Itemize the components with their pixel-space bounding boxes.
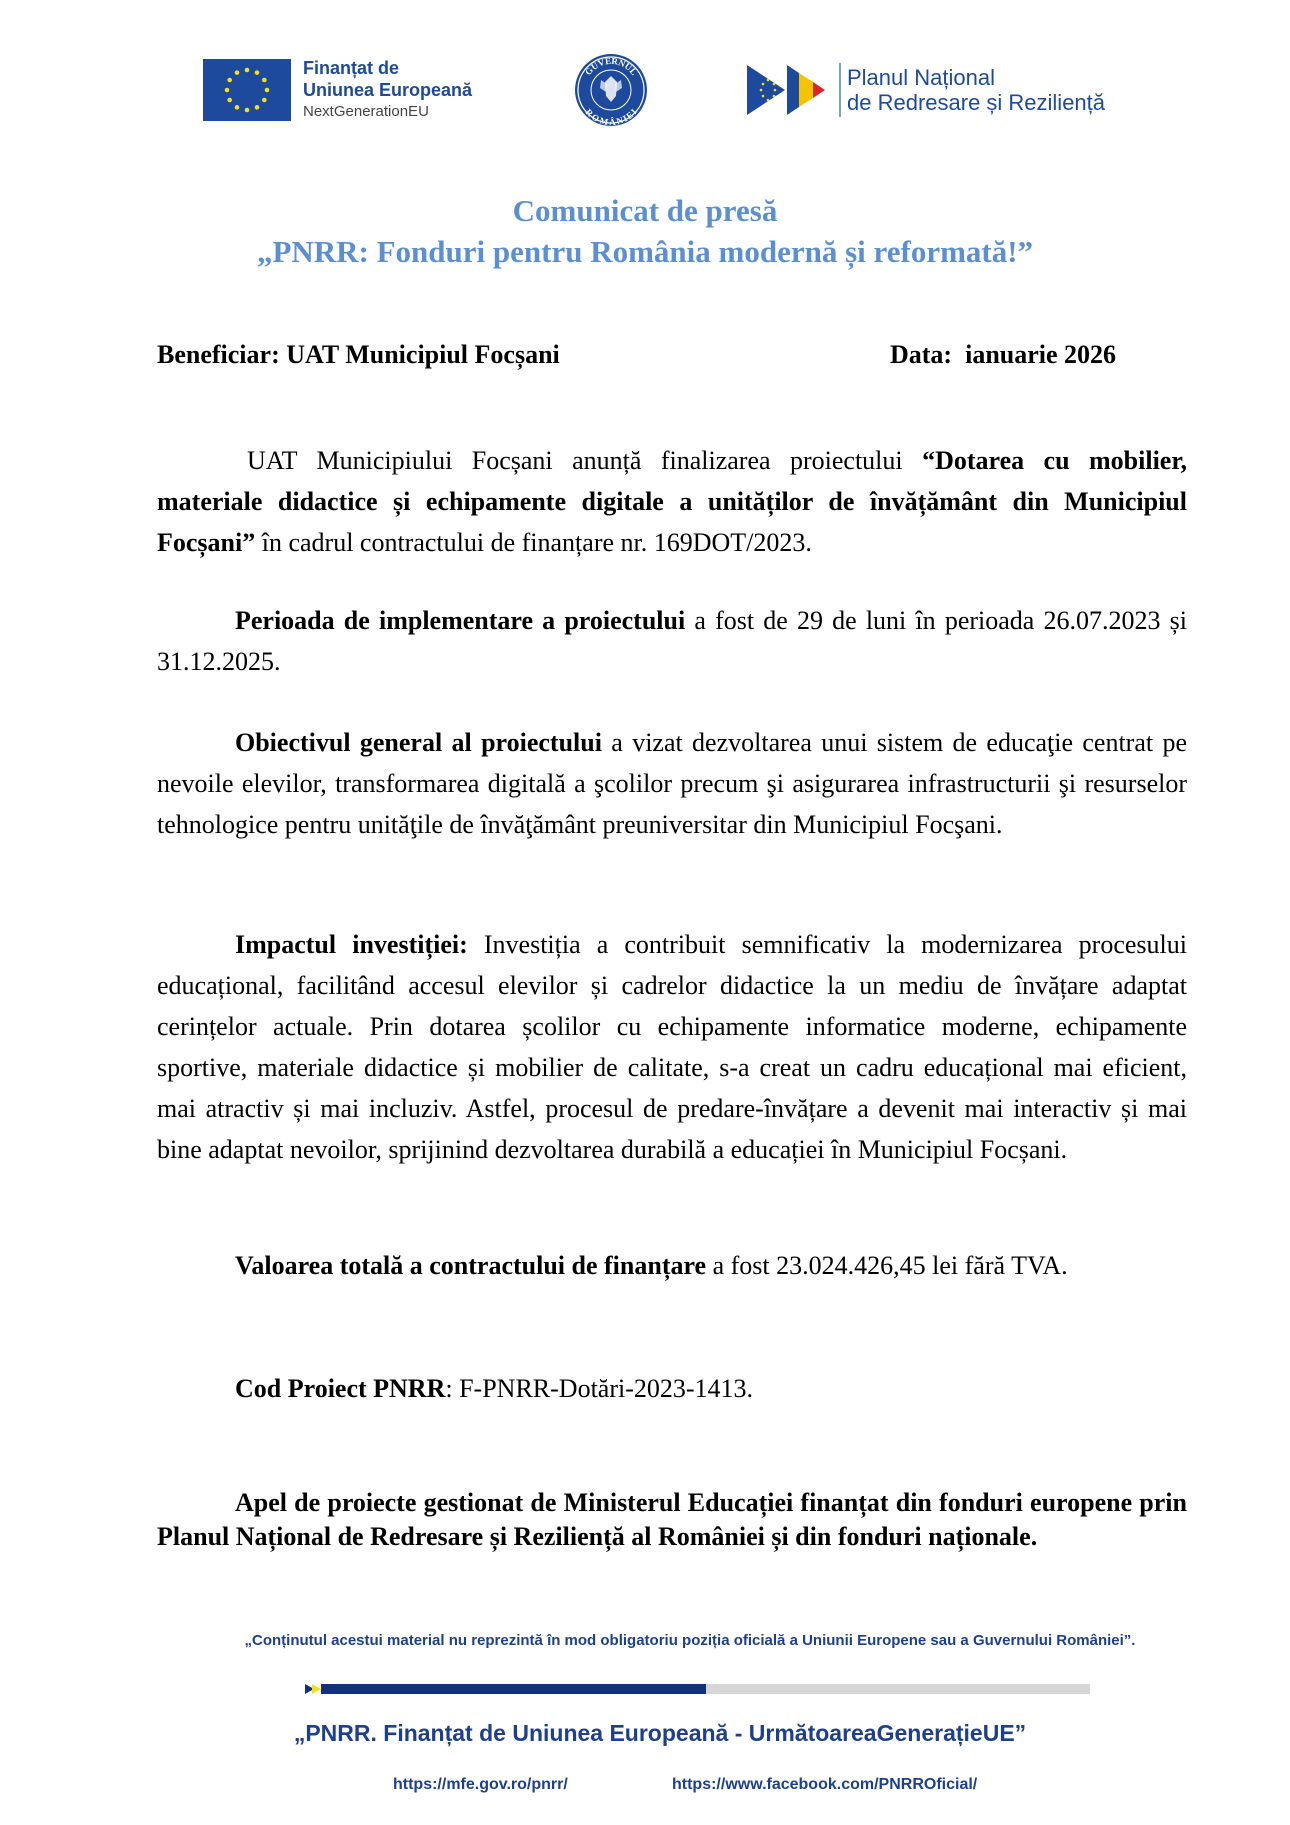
- disclaimer: „Conținutul acestui material nu reprezintă în mod obligatoriu poziția oficială a Uniunii Europene sau a Guvernului României”.: [244, 1632, 1136, 1649]
- link-mfe-pnrr[interactable]: https://mfe.gov.ro/pnrr/: [393, 1776, 568, 1793]
- eu-logo-line2: Uniunea Europeană: [303, 80, 473, 100]
- eu-star-icon: [255, 105, 260, 110]
- pnrr-arrows-icon: [747, 62, 837, 118]
- pnrr-logo-line2: de Redresare și Reziliență: [847, 90, 1106, 115]
- total-value-label: Valoarea totală a contractului de finanțare: [235, 1251, 707, 1280]
- romanian-government-seal-icon: [573, 52, 649, 128]
- eu-funding-logo: [203, 57, 472, 123]
- project-name: “Dotarea cu mobilier, materiale didactice și echipamente digitale a unităților de învățământ din Municipiul Focșani”: [157, 446, 1187, 557]
- footer-bar-fill: [321, 1684, 706, 1694]
- paragraph-announcement: [157, 440, 1187, 563]
- eu-logo-line3: NextGenerationEU: [303, 103, 429, 120]
- footer-arrow-yellow-icon: [312, 1684, 321, 1694]
- release-date: Data: ianuarie 2026: [890, 340, 1117, 369]
- project-code-text: : F-PNRR-Dotări-2023-1413.: [445, 1374, 754, 1403]
- announcement-text: UAT Municipiului Focșani anunță finalizarea proiectului: [247, 446, 923, 475]
- call-for-projects-text: Apel de proiecte gestionat de Ministerul Educației finanțat din fonduri europene prin Planul Național de Redresare și Reziliență al României și din fonduri naționale.: [157, 1488, 1187, 1551]
- impact-text: Investiția a contribuit semnificativ la modernizarea procesului educațional, facilitând accesul elevilor și cadrelor didactice la un mediu de învățare adaptat cerințelor actuale. Prin dotarea școlilor cu echipamente informatice moderne, echipamente sportive, materiale didactice și mobilier de calitate, s-a creat un cadru educațional mai eficient, mai atractiv și mai incluziv. Astfel, procesul de predare-învățare a devenit mai interactiv și mai bine adaptat nevoilor, sprijinind dezvoltarea durabilă a educației în Municipiul Focșani.: [157, 930, 1187, 1164]
- footer-bar-track: [321, 1684, 1090, 1694]
- eu-star-icon: [262, 98, 267, 103]
- paragraph-objective: [157, 722, 1187, 845]
- eu-star-icon: [235, 70, 240, 75]
- header-logos: [0, 52, 1290, 132]
- paragraph-project-code: [157, 1368, 1187, 1409]
- gov-seal-bottom-text: ROMÂNIEI: [583, 106, 639, 128]
- footer-slogan: „PNRR. Finanțat de Uniunea Europeană - UrmătoareaGenerațieUE”: [293, 1720, 1027, 1746]
- title-line2: „PNRR: Fonduri pentru România modernă și reformată!”: [256, 234, 1034, 269]
- paragraph-impact: [157, 924, 1187, 1170]
- paragraph-call-for-projects: [157, 1486, 1187, 1554]
- press-release-title: [0, 190, 1290, 272]
- pnrr-logo-line1: Planul Național: [847, 65, 995, 90]
- contract-text: în cadrul contractului de finanțare nr. 169DOT/2023.: [255, 528, 812, 557]
- pnrr-logo-divider: [839, 63, 841, 117]
- total-value-text: a fost 23.024.426,45 lei fără TVA.: [706, 1251, 1068, 1280]
- objective-text: a vizat dezvoltarea unui sistem de educaţie centrat pe nevoile elevilor, transformarea digitală a şcolilor precum şi asigurarea infrastructurii şi resurselor tehnologice pentru unităţile de învăţământ preuniversitar din Municipiul Focşani.: [157, 728, 1187, 839]
- eu-star-icon: [235, 105, 240, 110]
- eu-star-icon: [225, 88, 230, 93]
- eu-stars-icon: [203, 59, 291, 121]
- project-code-label: Cod Proiect PNRR: [235, 1374, 446, 1403]
- eu-flag-icon: [203, 59, 291, 121]
- eu-star-icon: [255, 70, 260, 75]
- gov-seal-top-text: GUVERNUL: [582, 55, 640, 78]
- implementation-label: Perioada de implementare a proiectului: [235, 606, 686, 635]
- impact-label: Impactul investiției:: [235, 930, 468, 959]
- eu-star-icon: [245, 68, 250, 73]
- eu-star-icon: [262, 78, 267, 83]
- eu-logo-line1: Finanțat de: [303, 58, 400, 78]
- pnrr-logo: [747, 62, 1105, 118]
- link-facebook-pnrr[interactable]: https://www.facebook.com/PNRROficial/: [672, 1776, 978, 1793]
- beneficiary: Beneficiar: UAT Municipiul Focșani: [157, 340, 560, 369]
- footer-progress-bar: [305, 1684, 1090, 1694]
- title-line1: Comunicat de presă: [512, 193, 778, 228]
- paragraph-implementation-period: [157, 600, 1187, 682]
- eu-star-icon: [227, 78, 232, 83]
- objective-label: Obiectivul general al proiectului: [235, 728, 602, 757]
- eu-star-icon: [245, 108, 250, 113]
- eu-star-icon: [227, 98, 232, 103]
- paragraph-total-value: [157, 1245, 1187, 1286]
- implementation-text: a fost de 29 de luni în perioada 26.07.2023 și 31.12.2025.: [157, 606, 1187, 676]
- eu-star-icon: [265, 88, 270, 93]
